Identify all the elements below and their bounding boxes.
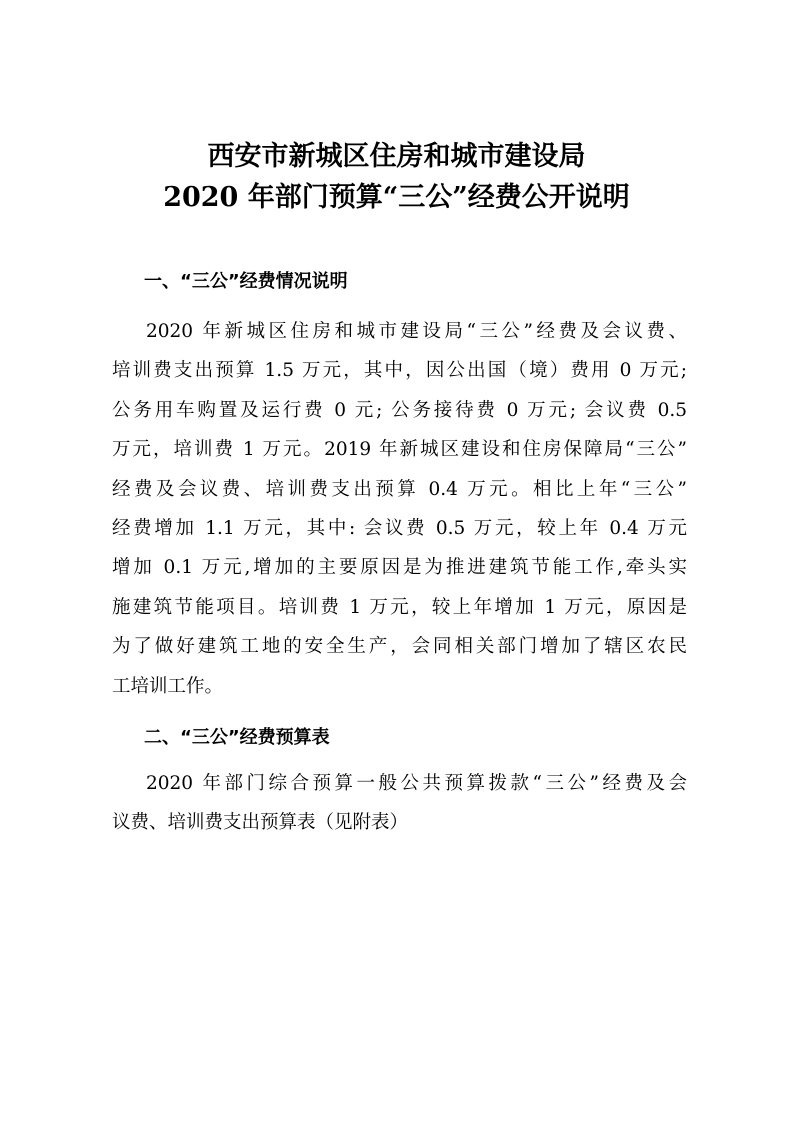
paragraph-line: 2020 年部门综合预算一般公共预算拨款“三公”经费及会 [146,773,687,794]
paragraph-line: 增加 0.1 万元,增加的主要原因是为推进建筑节能工作,牵头实 [112,557,687,579]
paragraph-line: 为了做好建筑工地的安全生产，会同相关部门增加了辖区农民 [112,636,687,658]
document-title-line-2: 2020 年部门预算“三公”经费公开说明 [163,182,630,213]
section-2-heading: 二、“三公”经费预算表 [144,727,330,748]
paragraph-line: 2020 年新城区住房和城市建设局“三公”经费及会议费、 [146,321,687,342]
document-title-line-1: 西安市新城区住房和城市建设局 [207,141,586,172]
section-1-heading: 一、“三公”经费情况说明 [144,271,348,292]
paragraph-line: 万元，培训费 1 万元。2019 年新城区建设和住房保障局“三公” [112,439,687,461]
paragraph-line: 议费、培训费支出预算表（见附表） [112,812,409,834]
paragraph-line: 工培训工作。 [112,675,224,697]
section-1-paragraph [112,312,687,706]
section-2-paragraph [112,764,687,843]
paragraph-line: 经费及会议费、培训费支出预算 0.4 万元。相比上年“三公” [112,478,687,500]
paragraph-line: 公务用车购置及运行费 0 元; 公务接待费 0 万元; 会议费 0.5 [112,399,687,421]
paragraph-line: 施建筑节能项目。培训费 1 万元，较上年增加 1 万元，原因是 [112,596,687,618]
paragraph-line: 培训费支出预算 1.5 万元，其中，因公出国（境）费用 0 万元; [112,360,687,382]
paragraph-line: 经费增加 1.1 万元，其中: 会议费 0.5 万元，较上年 0.4 万元 [112,517,687,539]
